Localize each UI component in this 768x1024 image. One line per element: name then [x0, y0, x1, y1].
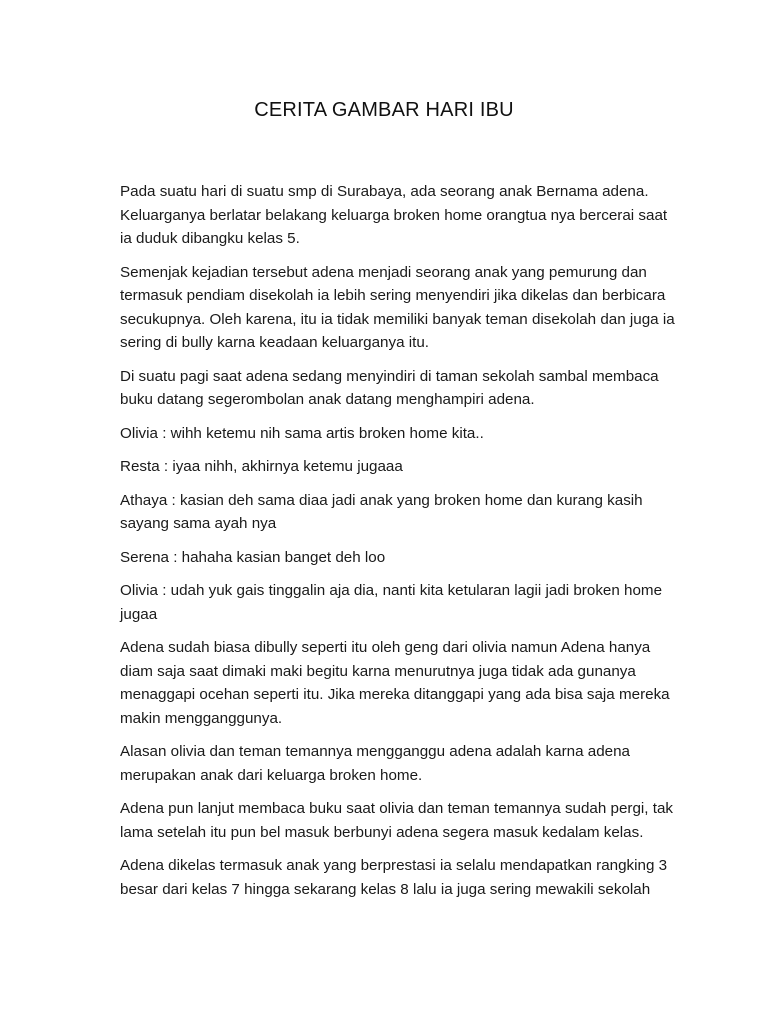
dialogue-resta: Resta : iyaa nihh, akhirnya ketemu jugaaa — [120, 458, 403, 475]
dialogue-olivia-2: Olivia : udah yuk gais tinggalin aja dia, nanti kita ketularan lagii jadi broken home jugaa — [120, 582, 663, 623]
paragraph-10: Alasan olivia dan teman temannya mengganggu adena adalah karna adena merupakan anak dari keluarga broken home. — [120, 743, 631, 784]
paragraph-1: Pada suatu hari di suatu smp di Surabaya, ada seorang anak Bernama adena. Keluarganya berlatar belakang keluarga broken home orangtua nya bercerai saat ia duduk dibangku kelas 5. — [120, 183, 668, 247]
paragraph-3: Di suatu pagi saat adena sedang menyindiri di taman sekolah sambal membaca buku datang segerombolan anak datang menghampiri adena. — [120, 367, 659, 408]
paragraph-9: Adena sudah biasa dibully seperti itu oleh geng dari olivia namun Adena hanya diam saja saat dimaki maki begitu karna menurutnya juga tidak ada gunanya menaggapi ocehan seperti itu. Jika mereka ditanggapi yang ada bisa saja mereka makin mengganggunya. — [120, 639, 670, 727]
paragraph-12: Adena dikelas termasuk anak yang berprestasi ia selalu mendapatkan rangking 3 besar dari kelas 7 hingga sekarang kelas 8 lalu ia juga sering mewakili sekolah — [120, 857, 668, 898]
paragraph-2: Semenjak kejadian tersebut adena menjadi seorang anak yang pemurung dan termasuk pendiam disekolah ia lebih sering menyendiri jika dikelas dan berbicara secukupnya. Oleh karena, itu ia tidak memiliki banyak teman disekolah dan juga ia sering di bully karna keadaan keluarganya itu. — [120, 263, 675, 351]
paragraph-11: Adena pun lanjut membaca buku saat olivia dan teman temannya sudah pergi, tak lama setelah itu pun bel masuk berbunyi adena segera masuk kedalam kelas. — [120, 800, 674, 841]
document-title: CERITA GAMBAR HARI IBU — [254, 99, 514, 121]
dialogue-serena: Serena : hahaha kasian banget deh loo — [120, 548, 386, 566]
document-body — [120, 180, 675, 911]
dialogue-olivia-1: Olivia : wihh ketemu nih sama artis broken home kita.. — [120, 424, 484, 442]
dialogue-athaya: Athaya : kasian deh sama diaa jadi anak yang broken home dan kurang kasih sayang sama ayah nya — [120, 491, 643, 532]
